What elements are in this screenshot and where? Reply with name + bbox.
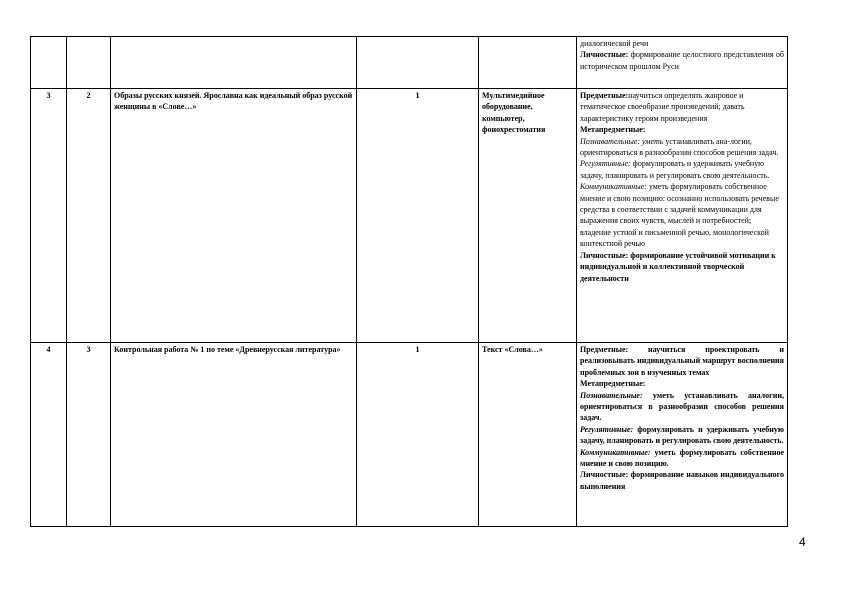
lesson-index: 3	[67, 343, 111, 527]
lesson-title: Контрольная работа № 1 по теме «Древнерусская литература»	[111, 343, 357, 527]
lesson-number: 3	[31, 89, 67, 343]
outcome-text: формулировать и удерживать учебную задачу, планировать и регулировать свою деятельность.	[580, 159, 770, 180]
lesson-number: 4	[31, 343, 67, 527]
learning-outcomes	[577, 343, 788, 527]
outcome-text: уметь формулировать собственное мнение и свою позицию: осознанно использовать речевые средства в соответствии с задачей коммуникации для выражения своих чувств, мыслей и потребностей; владение устной и письменной речью, монологической контекстной речью	[580, 182, 779, 249]
lesson-equipment: Текст «Слова…»	[479, 343, 577, 527]
lesson-hours: 1	[357, 89, 479, 343]
lesson-title: Образы русских князей. Ярославна как идеальный образ русской женщины в «Слове…»	[111, 89, 357, 343]
lesson-equipment: Мультимедийное оборудование, компьютер, фонохрестоматия	[479, 89, 577, 343]
lesson-index: 2	[67, 89, 111, 343]
lesson-title	[111, 37, 357, 89]
outcome-label: Познавательные:	[580, 390, 643, 400]
outcome-text: устанавливать ана-логии, ориентироваться в разнообразии способов решения задач.	[580, 136, 779, 158]
learning-outcomes	[577, 89, 788, 343]
outcome-label: Коммуникативные:	[580, 447, 651, 457]
outcome-label: Личностные:	[580, 470, 629, 480]
outcome-text: формулировать и удерживать учебную задачу, планировать и регулировать свою деятельность.	[580, 424, 784, 446]
outcome-text: формирование устойчивой мотивации к индивидуальной и коллективной творческой деятельности	[580, 250, 776, 283]
lesson-equipment	[479, 37, 577, 89]
outcome-label: Личностные:	[580, 50, 629, 60]
lesson-plan-table	[30, 36, 788, 527]
outcome-label: Коммуникативные:	[580, 182, 647, 192]
outcome-label: Предметные:	[580, 345, 629, 354]
outcome-label: Личностные:	[580, 250, 629, 260]
lesson-index	[67, 37, 111, 89]
page-number: 4	[799, 535, 806, 549]
lesson-number	[31, 37, 67, 89]
outcome-text: уметь формулировать собственное мнение и свою позицию.	[580, 447, 784, 469]
outcome-label: Метапредметные:	[580, 125, 646, 135]
outcome-text: диалогической речи	[580, 39, 649, 48]
outcome-label: Предметные:	[580, 91, 629, 100]
outcome-text: научиться проектировать и реализовывать индивидуальный маршрут восполнения проблемных зон в изученных темах	[580, 345, 784, 377]
table-row	[31, 89, 788, 343]
lesson-hours	[357, 37, 479, 89]
lesson-hours: 1	[357, 343, 479, 527]
outcome-label: Регулятивные:	[580, 424, 634, 434]
outcome-text: формирование навыков индивидуального выполнения	[580, 470, 784, 491]
outcome-text: формирование целостного представления об историческом прошлом Руси	[580, 50, 784, 71]
table-row	[31, 343, 788, 527]
table-row	[31, 37, 788, 89]
outcome-label: Познавательные: уметь	[580, 136, 664, 146]
outcome-text: научиться определять жанровое и тематическое своеобразие произведений; давать характеристику героям произведения	[580, 91, 745, 123]
outcome-label: Метапредметные:	[580, 379, 646, 389]
learning-outcomes	[577, 37, 788, 89]
outcome-label: Регулятивные:	[580, 159, 631, 169]
outcome-text: уметь устанавливать аналогии, ориентироваться в разнообразии способов решения задач.	[580, 390, 784, 423]
